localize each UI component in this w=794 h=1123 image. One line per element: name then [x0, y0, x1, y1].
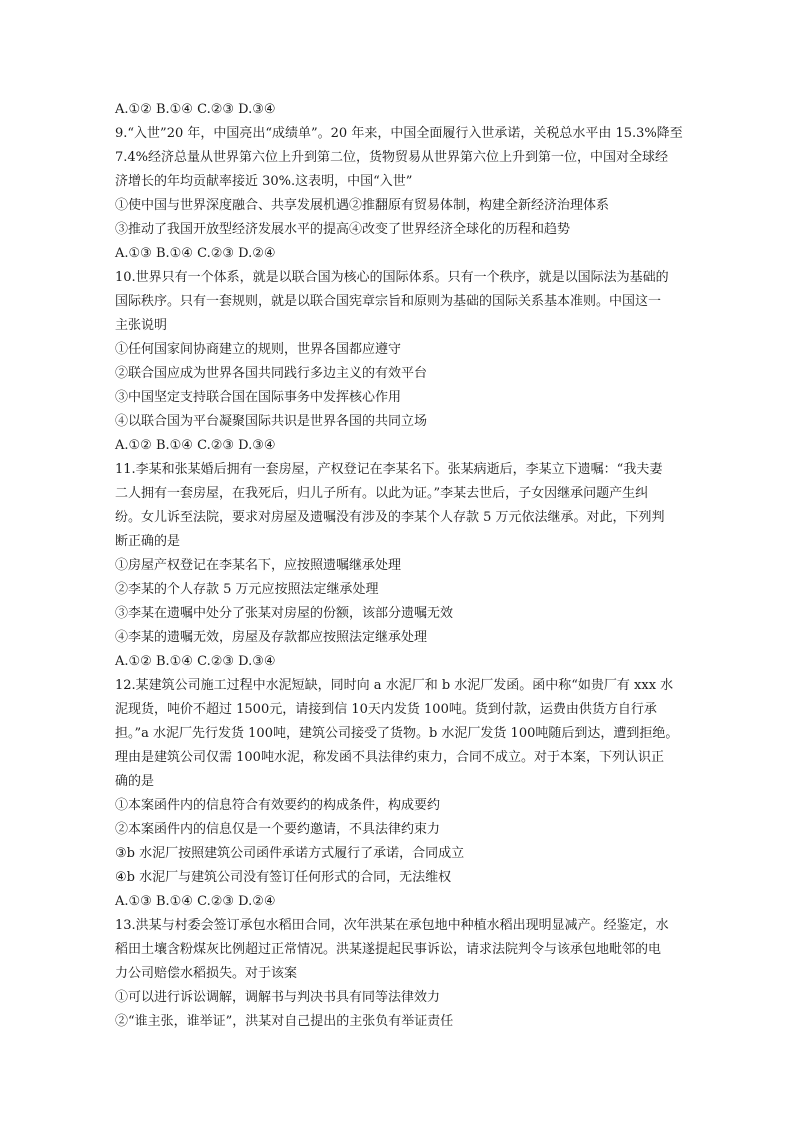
question-13-statement: ②“谁主张，谁举证”，洪某对自己提出的主张负有举证责任 — [115, 1014, 454, 1029]
question-10-statement: ①任何国家间协商建立的规则，世界各国都应遵守 — [115, 342, 402, 357]
question-13-stem: 稻田土壤含粉煤灰比例超过正常情况。洪某遂提起民事诉讼，请求法院判令与该承包地毗邻的电 — [115, 942, 662, 957]
question-11-stem: 纷。女儿诉至法院，要求对房屋及遗嘱没有涉及的李某个人存款 5 万元依法继承。对此，下列判 — [115, 510, 665, 525]
question-10-statement: ④以联合国为平台凝聚国际共识是世界各国的共同立场 — [115, 414, 428, 429]
question-10-stem: 主张说明 — [115, 318, 168, 333]
question-11-statement: ④李某的遗嘱无效，房屋及存款都应按照法定继承处理 — [115, 630, 428, 645]
document-page — [115, 98, 685, 1034]
question-9-stem: 7.4%经济总量从世界第六位上升到第二位，货物贸易从世界第六位上升到第一位，中国对全球经 — [115, 150, 669, 165]
question-10-statement: ②联合国应成为世界各国共同践行多边主义的有效平台 — [115, 366, 428, 381]
question-13-statement: ①可以进行诉讼调解，调解书与判决书具有同等法律效力 — [115, 990, 441, 1005]
question-11-stem: 11.李某和张某婚后拥有一套房屋，产权登记在李某名下。张某病逝后，李某立下遗嘱：“我夫妻 — [115, 462, 663, 477]
question-12-stem: 担。”a 水泥厂先行发货 100吨，建筑公司接受了货物。b 水泥厂发货 100吨随后到达，遭到拒绝。 — [115, 726, 679, 741]
answer-options-q12: A.①③ B.①④ C.②③ D.②④ — [115, 894, 276, 909]
question-9-stem: 济增长的年均贡献率接近 30%.这表明，中国“入世” — [115, 174, 413, 189]
question-10-stem: 10.世界只有一个体系，就是以联合国为核心的国际体系。只有一个秩序，就是以国际法为基础的 — [115, 270, 669, 285]
question-12-stem: 理由是建筑公司仅需 100吨水泥，称发函不具法律约束力，合同不成立。对于本案，下列认识正 — [115, 750, 664, 765]
question-13-stem: 力公司赔偿水稻损失。对于该案 — [115, 966, 298, 981]
answer-options-q11: A.①② B.①④ C.②③ D.③④ — [115, 654, 276, 669]
question-13-stem: 13.洪某与村委会签订承包水稻田合同，次年洪某在承包地中种植水稻出现明显减产。经鉴定，水 — [115, 918, 669, 933]
question-11-stem: 断正确的是 — [115, 534, 181, 549]
question-11-statement: ①房屋产权登记在李某名下，应按照遗嘱继承处理 — [115, 558, 402, 573]
answer-options-q10: A.①② B.①④ C.②③ D.③④ — [115, 438, 276, 453]
question-9-stem: 9.“入世”20 年，中国亮出“成绩单”。20 年来，中国全面履行入世承诺，关税总水平由 15.3%降至 — [115, 126, 683, 141]
question-9-statements: ①使中国与世界深度融合、共享发展机遇②推翻原有贸易体制，构建全新经济治理体系 — [115, 198, 610, 213]
question-11-statement: ③李某在遗嘱中处分了张某对房屋的份额，该部分遗嘱无效 — [115, 606, 454, 621]
question-11-statement: ②李某的个人存款 5 万元应按照法定继承处理 — [115, 582, 379, 597]
answer-options-q8: A.①② B.①④ C.②③ D.③④ — [115, 102, 276, 117]
question-12-statement: ①本案函件内的信息符合有效要约的构成条件，构成要约 — [115, 798, 441, 813]
question-10-statement: ③中国坚定支持联合国在国际事务中发挥核心作用 — [115, 390, 402, 405]
question-12-stem: 确的是 — [115, 774, 155, 789]
question-12-statement: ③b 水泥厂按照建筑公司函件承诺方式履行了承诺，合同成立 — [115, 846, 465, 861]
question-11-stem: 二人拥有一套房屋，在我死后，归儿子所有。以此为证。”李某去世后，子女因继承问题产生纠 — [115, 486, 649, 501]
question-12-statement: ④b 水泥厂与建筑公司没有签订任何形式的合同，无法维权 — [115, 870, 452, 885]
answer-options-q9: A.①③ B.①④ C.②③ D.②④ — [115, 246, 276, 261]
question-12-stem: 泥现货，吨价不超过 1500元，请接到信 10天内发货 100吨。货到付款，运费由供货方自行承 — [115, 702, 657, 717]
question-9-statements: ③推动了我国开放型经济发展水平的提高④改变了世界经济全球化的历程和趋势 — [115, 222, 571, 237]
question-10-stem: 国际秩序。只有一套规则，就是以联合国宪章宗旨和原则为基础的国际关系基本准则。中国这一 — [115, 294, 662, 309]
question-12-stem: 12.某建筑公司施工过程中水泥短缺，同时向 a 水泥厂和 b 水泥厂发函。函中称“如贵厂有 xxx 水 — [115, 678, 674, 693]
question-12-statement: ②本案函件内的信息仅是一个要约邀请，不具法律约束力 — [115, 822, 441, 837]
